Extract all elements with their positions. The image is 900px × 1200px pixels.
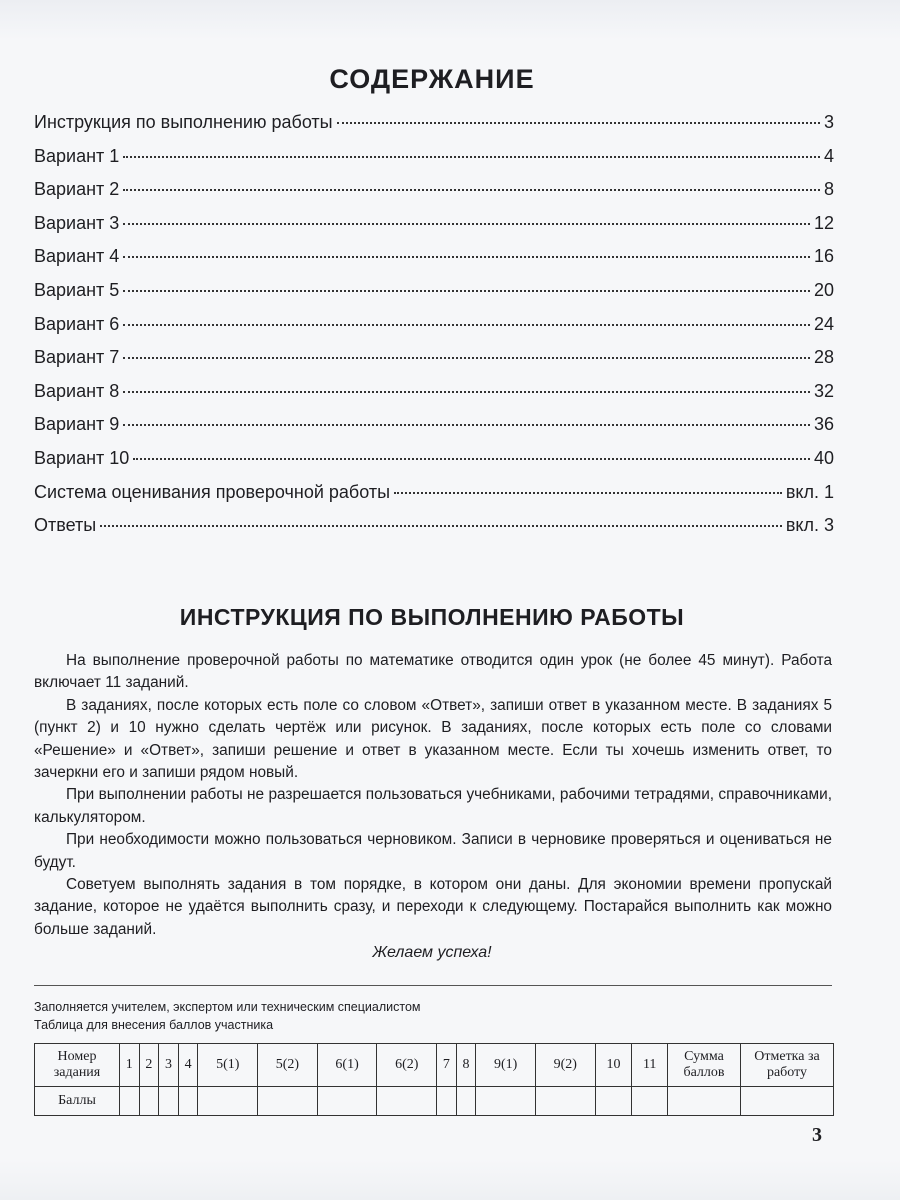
score-table-header-row bbox=[35, 1044, 834, 1087]
section-divider bbox=[34, 985, 832, 986]
toc-leader-dots bbox=[123, 256, 810, 258]
points-input-cell[interactable] bbox=[476, 1087, 536, 1116]
toc-leader-dots bbox=[100, 525, 782, 527]
points-input-cell[interactable] bbox=[437, 1087, 457, 1116]
task-number-cell: 4 bbox=[178, 1044, 198, 1087]
toc-entry bbox=[34, 146, 834, 180]
toc-entry-label: Вариант 5 bbox=[34, 279, 120, 300]
points-input-cell[interactable] bbox=[258, 1087, 318, 1116]
sum-header: Сумма баллов bbox=[668, 1044, 741, 1087]
toc-entry-label: Вариант 8 bbox=[34, 380, 120, 401]
toc-entry-label: Вариант 3 bbox=[34, 212, 120, 233]
toc-entry bbox=[34, 347, 834, 381]
page-number: 3 bbox=[812, 1124, 822, 1146]
toc-entry-page: 3 bbox=[823, 112, 834, 132]
points-input-cell[interactable] bbox=[632, 1087, 668, 1116]
points-input-cell[interactable] bbox=[178, 1087, 198, 1116]
toc-entry-label: Вариант 7 bbox=[34, 347, 120, 368]
table-of-contents bbox=[34, 112, 834, 549]
toc-leader-dots bbox=[123, 290, 810, 292]
toc-entry bbox=[34, 381, 834, 415]
points-input-cell[interactable] bbox=[317, 1087, 377, 1116]
toc-entry-label: Вариант 9 bbox=[34, 414, 120, 435]
task-number-cell: 5(2) bbox=[258, 1044, 318, 1087]
toc-entry bbox=[34, 246, 834, 280]
toc-leader-dots bbox=[394, 492, 782, 494]
toc-entry bbox=[34, 213, 834, 247]
toc-leader-dots bbox=[123, 391, 810, 393]
toc-entry-page: 20 bbox=[813, 279, 834, 300]
toc-entry bbox=[34, 112, 834, 146]
task-number-cell: 3 bbox=[159, 1044, 179, 1087]
toc-entry-label: Вариант 2 bbox=[34, 179, 120, 200]
toc-title: СОДЕРЖАНИЕ bbox=[329, 64, 535, 94]
toc-entry bbox=[34, 179, 834, 213]
filled-by-note: Заполняется учителем, экспертом или техническим специалистом bbox=[34, 1000, 421, 1014]
toc-entry-label: Вариант 10 bbox=[34, 447, 130, 468]
toc-entry-page: вкл. 1 bbox=[785, 481, 834, 502]
points-input-cell[interactable] bbox=[139, 1087, 159, 1116]
toc-entry-page: 12 bbox=[813, 212, 834, 233]
toc-entry-label: Инструкция по выполнению работы bbox=[34, 112, 333, 132]
instructions-paragraph: На выполнение проверочной работы по математике отводится один урок (не более 45 минут). Работа включает 11 заданий. bbox=[34, 652, 832, 692]
good-luck-wish: Желаем успеха! bbox=[372, 944, 492, 961]
toc-leader-dots bbox=[123, 357, 810, 359]
task-number-cell: 11 bbox=[632, 1044, 668, 1087]
mark-cell[interactable] bbox=[741, 1087, 834, 1116]
points-input-cell[interactable] bbox=[120, 1087, 140, 1116]
toc-entry bbox=[34, 448, 834, 482]
toc-leader-dots bbox=[123, 424, 810, 426]
toc-entry-label: Ответы bbox=[34, 515, 97, 536]
task-number-cell: 6(1) bbox=[317, 1044, 377, 1087]
toc-entry-page: 4 bbox=[823, 145, 834, 166]
instructions-paragraph: При выполнении работы не разрешается пользоваться учебниками, рабочими тетрадями, справочниками, калькулятором. bbox=[34, 786, 832, 826]
toc-entry-page: 24 bbox=[813, 313, 834, 334]
toc-entry bbox=[34, 515, 834, 549]
toc-entry-page: 32 bbox=[813, 380, 834, 401]
toc-entry bbox=[34, 280, 834, 314]
task-number-cell: 9(2) bbox=[535, 1044, 595, 1087]
toc-entry bbox=[34, 314, 834, 348]
toc-entry-page: 16 bbox=[813, 246, 834, 267]
points-input-cell[interactable] bbox=[595, 1087, 632, 1116]
toc-entry-label: Вариант 1 bbox=[34, 145, 120, 166]
toc-entry-page: вкл. 3 bbox=[785, 515, 834, 536]
task-number-cell: 10 bbox=[595, 1044, 632, 1087]
toc-entry-page: 36 bbox=[813, 414, 834, 435]
toc-leader-dots bbox=[133, 458, 810, 460]
sum-cell[interactable] bbox=[668, 1087, 741, 1116]
points-input-cell[interactable] bbox=[159, 1087, 179, 1116]
points-header: Баллы bbox=[35, 1087, 120, 1116]
instructions-paragraph: При необходимости можно пользоваться черновиком. Записи в черновике проверяться и оцениваться не будут. bbox=[34, 831, 832, 871]
task-number-cell: 9(1) bbox=[476, 1044, 536, 1087]
toc-entry bbox=[34, 414, 834, 448]
toc-entry-page: 40 bbox=[813, 447, 834, 468]
score-table bbox=[34, 1043, 834, 1116]
task-number-cell: 2 bbox=[139, 1044, 159, 1087]
toc-leader-dots bbox=[123, 324, 810, 326]
toc-leader-dots bbox=[123, 189, 820, 191]
toc-leader-dots bbox=[337, 122, 820, 124]
instructions-paragraph: В заданиях, после которых есть поле со словом «Ответ», запиши ответ в указанном месте. В заданиях 5 (пункт 2) и 10 нужно сделать чертёж или рисунок. В заданиях, после которых есть поле со словами «Решение» и «Ответ», запиши решение и ответ в указанном месте. Если ты хочешь изменить ответ, то зачеркни его и запиши рядом новый. bbox=[34, 696, 832, 782]
task-number-cell: 1 bbox=[120, 1044, 140, 1087]
toc-leader-dots bbox=[123, 223, 810, 225]
score-table-caption: Таблица для внесения баллов участника bbox=[34, 1018, 274, 1032]
toc-entry-label: Вариант 6 bbox=[34, 313, 120, 334]
instructions-paragraph: Советуем выполнять задания в том порядке, в котором они даны. Для экономии времени пропускай задание, которое не удаётся выполнить сразу, и переходи к следующему. Постарайся выполнить как можно больше заданий. bbox=[34, 876, 832, 938]
score-table-points-row bbox=[35, 1087, 834, 1116]
instructions-title: ИНСТРУКЦИЯ ПО ВЫПОЛНЕНИЮ РАБОТЫ bbox=[179, 604, 685, 630]
task-number-cell: 5(1) bbox=[198, 1044, 258, 1087]
toc-leader-dots bbox=[123, 156, 820, 158]
points-input-cell[interactable] bbox=[377, 1087, 437, 1116]
points-input-cell[interactable] bbox=[198, 1087, 258, 1116]
mark-header: Отметка за работу bbox=[741, 1044, 834, 1087]
toc-entry-label: Вариант 4 bbox=[34, 246, 120, 267]
task-number-header: Номер задания bbox=[35, 1044, 120, 1087]
instructions-body bbox=[34, 650, 832, 941]
task-number-cell: 7 bbox=[437, 1044, 457, 1087]
task-number-cell: 6(2) bbox=[377, 1044, 437, 1087]
toc-entry bbox=[34, 482, 834, 516]
toc-entry-label: Система оценивания проверочной работы bbox=[34, 481, 391, 502]
points-input-cell[interactable] bbox=[456, 1087, 476, 1116]
task-number-cell: 8 bbox=[456, 1044, 476, 1087]
toc-entry-page: 28 bbox=[813, 347, 834, 368]
toc-entry-page: 8 bbox=[823, 179, 834, 200]
points-input-cell[interactable] bbox=[535, 1087, 595, 1116]
